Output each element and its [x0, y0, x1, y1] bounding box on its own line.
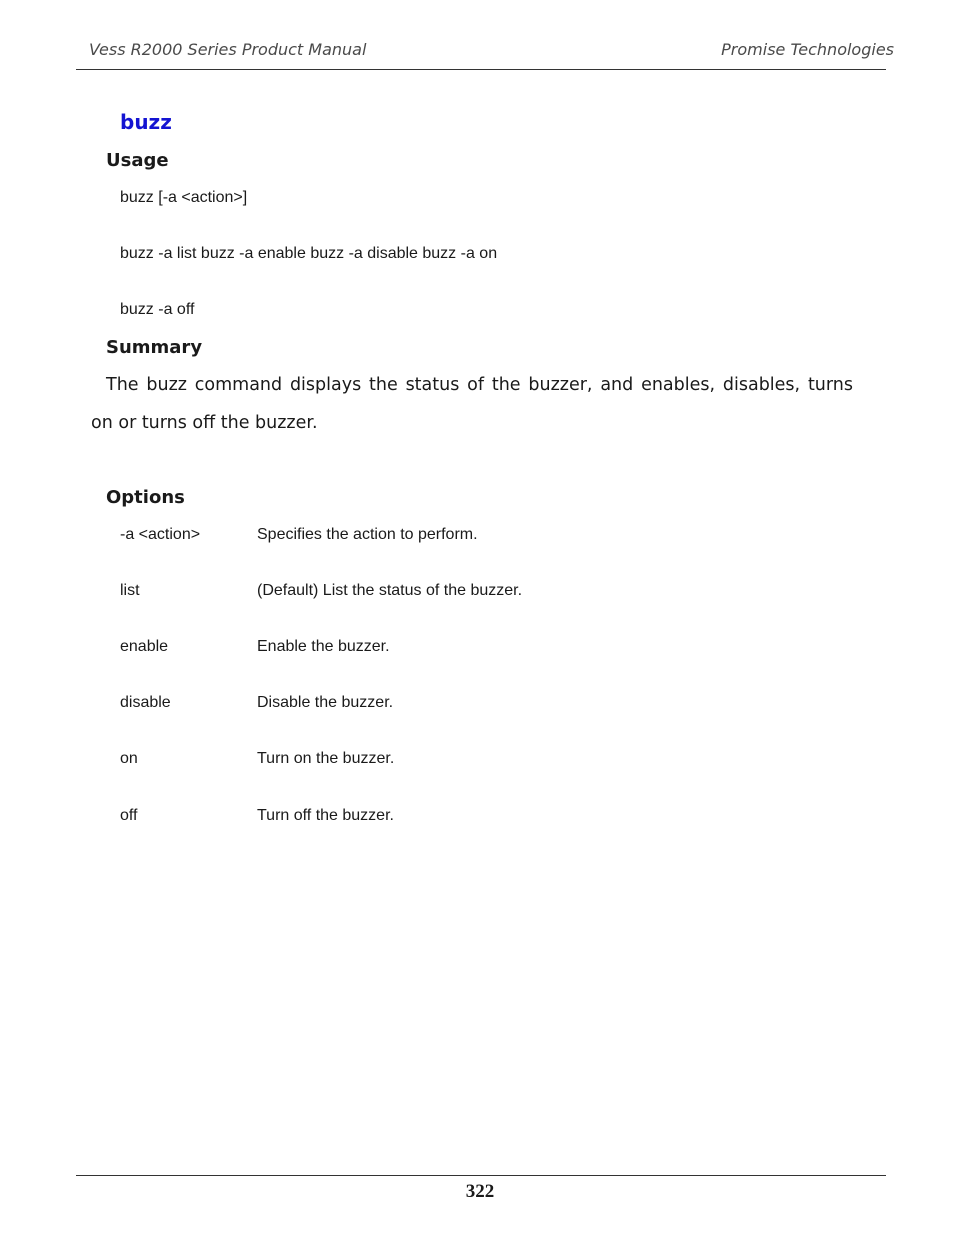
usage-line: buzz -a off	[120, 301, 195, 318]
option-row	[120, 638, 820, 662]
header-divider	[76, 69, 886, 70]
option-description: Turn on the buzzer.	[257, 750, 395, 767]
summary-heading: Summary	[106, 337, 203, 358]
option-description: Enable the buzzer.	[257, 638, 390, 655]
option-name: list	[120, 582, 140, 599]
option-row	[120, 750, 820, 774]
option-description: (Default) List the status of the buzzer.	[257, 582, 523, 599]
option-name: -a <action>	[120, 526, 201, 543]
option-name: off	[120, 807, 138, 824]
command-title: buzz	[120, 110, 172, 134]
header-manual-title: Vess R2000 Series Product Manual	[89, 40, 367, 59]
option-description: Specifies the action to perform.	[257, 526, 478, 543]
usage-heading: Usage	[106, 150, 169, 171]
option-row	[120, 694, 820, 718]
option-row	[120, 807, 820, 831]
option-row	[120, 582, 820, 606]
page-number: 322	[465, 1181, 495, 1202]
option-name: enable	[120, 638, 169, 655]
option-description: Turn off the buzzer.	[257, 807, 394, 824]
option-row	[120, 526, 820, 550]
options-heading: Options	[106, 487, 185, 508]
option-name: disable	[120, 694, 171, 711]
header-company: Promise Technologies	[721, 40, 894, 59]
summary-text: The buzz command displays the status of the buzzer, and enables, disables, turns on or turns off the buzzer.	[91, 375, 853, 433]
usage-line: buzz [-a <action>]	[120, 189, 248, 206]
option-description: Disable the buzzer.	[257, 694, 394, 711]
footer-divider	[76, 1175, 886, 1176]
usage-line: buzz -a list buzz -a enable buzz -a disable buzz -a on	[120, 245, 498, 262]
option-name: on	[120, 750, 138, 767]
